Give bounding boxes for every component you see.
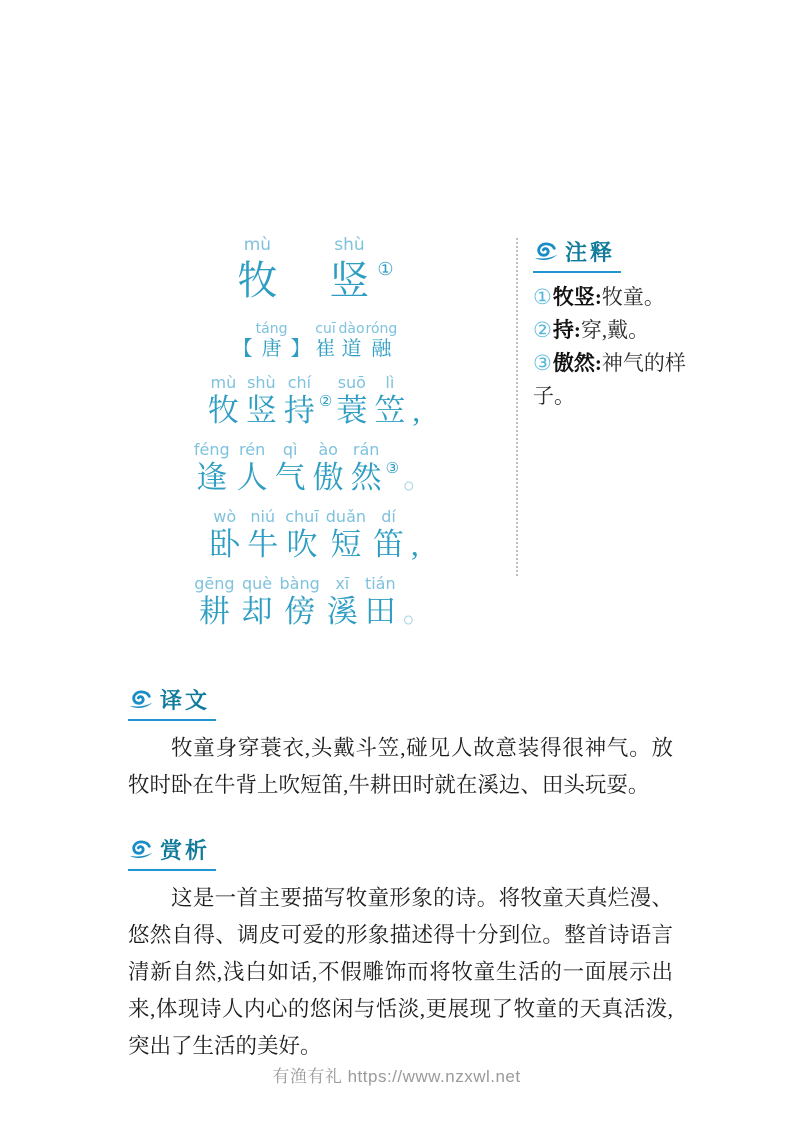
translation-header-label: 译文 — [160, 688, 211, 713]
pinyin-label: bàng — [279, 574, 320, 593]
analysis-paragraph: 这是一首主要描写牧童形象的诗。将牧童天真烂漫、悠然自得、调皮可爱的形象描述得十分到位。整首诗语言清新自然,浅白如话,不假雕饰而将牧童生活的一面展示出来,体现诗人内心的悠闲与恬淡,更展现了牧童的天真活泼,突出了生活的美好。 — [128, 886, 673, 1058]
poem-cell — [246, 373, 277, 429]
poem-cell — [351, 440, 382, 496]
char-glyph: 牧 — [207, 393, 239, 428]
translation-section — [128, 684, 673, 804]
pinyin-label: dào — [338, 321, 365, 337]
poem-line-3 — [209, 507, 419, 563]
notes-header-label: 注释 — [565, 240, 616, 265]
note-item — [533, 351, 686, 408]
poem-cell — [313, 440, 344, 496]
notes-list — [533, 281, 694, 413]
punctuation: , — [411, 527, 419, 562]
char-glyph: 】 — [290, 338, 311, 360]
pinyin-label: niú — [250, 507, 276, 526]
pinyin-label: mù — [243, 235, 272, 255]
char-glyph: 蓑 — [336, 393, 368, 428]
poem-cell — [194, 440, 230, 496]
analysis-header — [128, 834, 216, 871]
poem-column — [112, 236, 516, 630]
page-footer: 有渔有礼 https://www.nzxwl.net — [272, 1067, 521, 1086]
char-glyph: 【 — [232, 338, 253, 360]
note-definition: 神气的样子。 — [533, 351, 686, 408]
pinyin-label: shù — [247, 373, 276, 392]
analysis-section — [128, 834, 673, 1065]
punctuation: , — [412, 393, 421, 428]
footnote-ref — [386, 440, 399, 478]
poem-cell — [374, 373, 405, 429]
footnote-ref — [377, 236, 393, 280]
poem-cell — [336, 373, 367, 429]
char-glyph: 然 — [350, 460, 382, 495]
poem-cell — [289, 320, 313, 362]
char-glyph: 唐 — [261, 338, 282, 360]
poem-cell — [275, 440, 306, 496]
note-item — [533, 285, 665, 309]
char-glyph: 道 — [341, 338, 362, 360]
pinyin-label: shù — [334, 235, 365, 255]
pinyin-label: dí — [381, 507, 396, 526]
poem-cell — [209, 507, 240, 563]
char-glyph: 笠 — [374, 393, 406, 428]
punctuation: 。 — [403, 460, 435, 495]
note-number: ③ — [533, 351, 552, 375]
poem-cell — [339, 320, 365, 362]
poem-cell — [326, 507, 366, 563]
char-glyph: 竖 — [245, 393, 277, 428]
poem-cell — [194, 574, 234, 630]
pinyin-label: chuī — [285, 507, 319, 526]
pinyin-label: gēng — [194, 574, 235, 593]
char-glyph: 崔 — [315, 338, 336, 360]
char-glyph: 卧 — [209, 527, 241, 562]
poem-cell — [329, 236, 369, 304]
wave-icon — [128, 689, 154, 711]
poem-cell — [237, 236, 277, 304]
wave-icon — [533, 241, 559, 263]
pinyin-label: féng — [193, 440, 230, 459]
char-glyph: 笛 — [373, 527, 405, 562]
pinyin-label: duǎn — [325, 507, 367, 526]
poem-cell — [247, 507, 278, 563]
note-term: 持: — [552, 318, 581, 342]
poem-line-1 — [208, 373, 420, 429]
poem-author-line — [231, 320, 398, 362]
pinyin-label: rán — [352, 440, 380, 459]
poem-cell — [208, 373, 239, 429]
char-glyph: 竖 — [329, 258, 370, 303]
poem-cell — [403, 440, 434, 496]
poem-cell — [280, 574, 320, 630]
poem-line-4 — [194, 574, 434, 630]
footnote-number: ① — [377, 259, 394, 279]
poem-cell — [231, 320, 255, 362]
poem-cell — [256, 320, 288, 362]
pinyin-label: lì — [385, 373, 395, 392]
note-number: ② — [533, 318, 552, 342]
note-definition: 穿,戴。 — [580, 318, 650, 342]
pinyin-label: suō — [337, 373, 366, 392]
char-glyph: 溪 — [326, 594, 358, 629]
pinyin-label: róng — [365, 321, 398, 337]
char-glyph: 牛 — [247, 527, 279, 562]
note-item — [533, 318, 649, 342]
pinyin-label: qì — [282, 440, 298, 459]
char-glyph: 融 — [371, 338, 392, 360]
pinyin-label: cuī — [315, 321, 336, 337]
char-glyph: 却 — [241, 594, 273, 629]
note-term: 牧竖: — [552, 285, 602, 309]
wave-icon — [128, 839, 154, 861]
punctuation: 。 — [402, 594, 434, 629]
pinyin-label: xī — [335, 574, 350, 593]
notes-column — [518, 236, 694, 413]
char-glyph: 耕 — [198, 594, 230, 629]
char-glyph: 人 — [236, 460, 268, 495]
poem-cell — [327, 574, 358, 630]
char-glyph: 逢 — [196, 460, 228, 495]
note-definition: 牧童。 — [601, 285, 665, 309]
poem-cell — [365, 574, 396, 630]
poem-cell — [403, 574, 434, 630]
char-glyph: 吹 — [286, 527, 318, 562]
translation-header — [128, 684, 216, 721]
poem-cell — [242, 574, 273, 630]
poem-title-line — [237, 235, 394, 304]
footnote-number: ③ — [385, 461, 400, 477]
pinyin-label: què — [241, 574, 273, 593]
pinyin-label: tián — [364, 574, 396, 593]
notes-header — [533, 236, 621, 273]
analysis-header-label: 赏析 — [160, 838, 211, 863]
pinyin-label: chí — [287, 373, 312, 392]
pinyin-label: wò — [213, 507, 237, 526]
char-glyph: 傍 — [284, 594, 316, 629]
footnote-ref — [319, 373, 332, 411]
char-glyph: 傲 — [312, 460, 344, 495]
pinyin-label: mù — [210, 373, 237, 392]
poem-cell — [285, 507, 319, 563]
poem-cell — [412, 373, 420, 429]
poem-cell — [411, 507, 419, 563]
char-glyph: 牧 — [237, 258, 278, 303]
pinyin-label: ào — [318, 440, 338, 459]
poem-cell — [373, 507, 404, 563]
poem-cell — [366, 320, 398, 362]
translation-paragraph: 牧童身穿蓑衣,头戴斗笠,碰见人故意装得很神气。放牧时卧在牛背上吹短笛,牛耕田时就在溪边、田头玩耍。 — [128, 736, 673, 797]
pinyin-label: táng — [255, 321, 288, 337]
poem-cell — [284, 373, 315, 429]
char-glyph: 气 — [274, 460, 306, 495]
poem-line-2 — [194, 440, 434, 496]
note-number: ① — [533, 285, 552, 309]
footnote-number: ② — [318, 394, 333, 410]
char-glyph: 持 — [283, 393, 315, 428]
pinyin-label: rén — [239, 440, 266, 459]
char-glyph: 田 — [364, 594, 396, 629]
note-term: 傲然: — [552, 351, 602, 375]
poem-cell — [314, 320, 338, 362]
poem-cell — [237, 440, 268, 496]
char-glyph: 短 — [330, 527, 362, 562]
